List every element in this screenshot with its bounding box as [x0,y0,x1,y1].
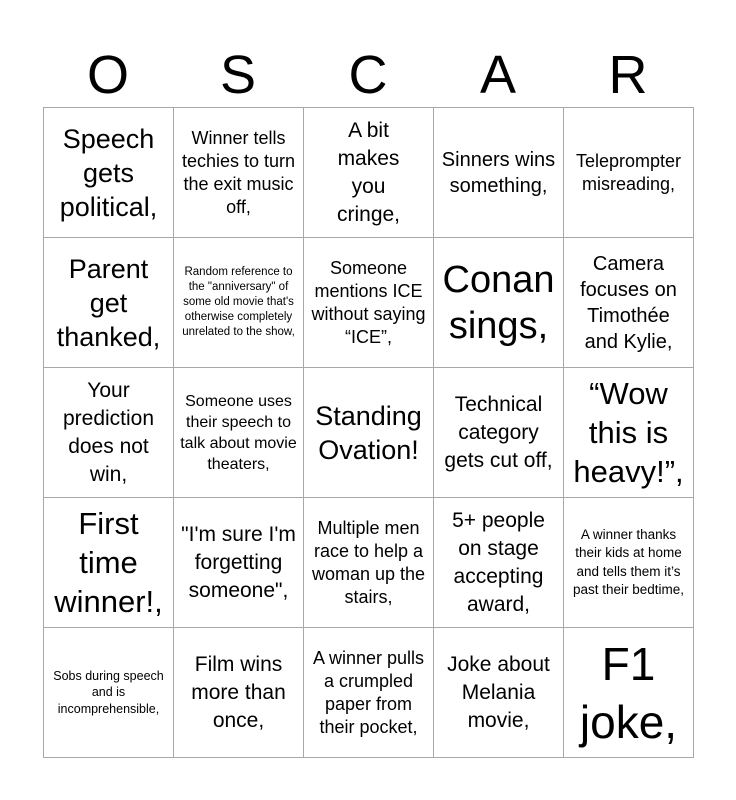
cell-text: "I'm sure I'm forgetting someone", [181,522,296,602]
bingo-cell[interactable] [44,498,174,628]
cell-text: Someone mentions ICE without saying “ICE”, [311,257,426,347]
header-letter-o: O [86,45,129,105]
bingo-cell[interactable] [434,628,564,758]
bingo-cell[interactable] [304,628,434,758]
bingo-cell[interactable] [44,238,174,368]
cell-text: Speech gets political, [59,123,158,222]
bingo-cell[interactable] [434,368,564,498]
header-letter-r: R [608,45,648,105]
cell-text: Teleprompter misreading, [575,150,682,194]
header-letter-c: C [348,45,388,105]
bingo-cell[interactable] [44,628,174,758]
cell-text: Camera focuses on Timothée and Kylie, [580,252,677,353]
cell-text: Sinners wins something, [441,148,556,197]
bingo-cell[interactable] [564,108,694,238]
bingo-cell[interactable] [304,368,434,498]
cell-text: Sobs during speech and is incomprehensible, [53,668,164,716]
bingo-cell[interactable] [434,498,564,628]
cell-text: Parent get thanked, [56,253,161,352]
cell-text: Technical category gets cut off, [444,392,553,472]
cell-text: A bit makes you cringe, [336,118,401,226]
bingo-cell[interactable] [304,238,434,368]
cell-text: Film wins more than once, [191,652,286,732]
cell-text: Someone uses their speech to talk about movie theaters, [180,392,297,473]
bingo-cell[interactable] [174,628,304,758]
bingo-cell[interactable] [44,108,174,238]
bingo-cell[interactable] [174,238,304,368]
cell-text: Multiple men race to help a woman up the stairs, [311,517,426,607]
cell-text: First time winner!, [54,506,163,619]
cell-text: Winner tells techies to turn the exit music off, [181,127,296,217]
cell-text: Conan sings, [442,258,555,347]
bingo-cell[interactable] [174,498,304,628]
cell-text: Joke about Melania movie, [447,652,550,732]
cell-text: Your prediction does not win, [62,378,155,486]
bingo-cell[interactable] [564,238,694,368]
bingo-cell[interactable] [434,238,564,368]
cell-text: F1 joke, [579,637,678,748]
header-letter-a: A [479,45,517,105]
bingo-cell[interactable] [564,628,694,758]
cell-text: A winner pulls a crumpled paper from their pocket, [312,647,425,737]
bingo-grid [43,107,694,758]
bingo-cell[interactable] [564,368,694,498]
bingo-cell[interactable] [304,108,434,238]
bingo-cell[interactable] [304,498,434,628]
bingo-cell[interactable] [564,498,694,628]
cell-text: Random reference to the "anniversary" of some old movie that's otherwise completely unrelated to the show, [182,266,295,338]
bingo-header [43,44,693,106]
cell-text: “Wow this is heavy!”, [573,376,684,489]
cell-text: A winner thanks their kids at home and tells them it’s past their bedtime, [572,526,685,597]
bingo-cell[interactable] [44,368,174,498]
bingo-cell[interactable] [174,108,304,238]
cell-text: 5+ people on stage accepting award, [452,508,545,616]
header-letter-s: S [219,45,257,105]
cell-text: Standing Ovation! [315,400,422,465]
bingo-cell[interactable] [434,108,564,238]
bingo-cell[interactable] [174,368,304,498]
